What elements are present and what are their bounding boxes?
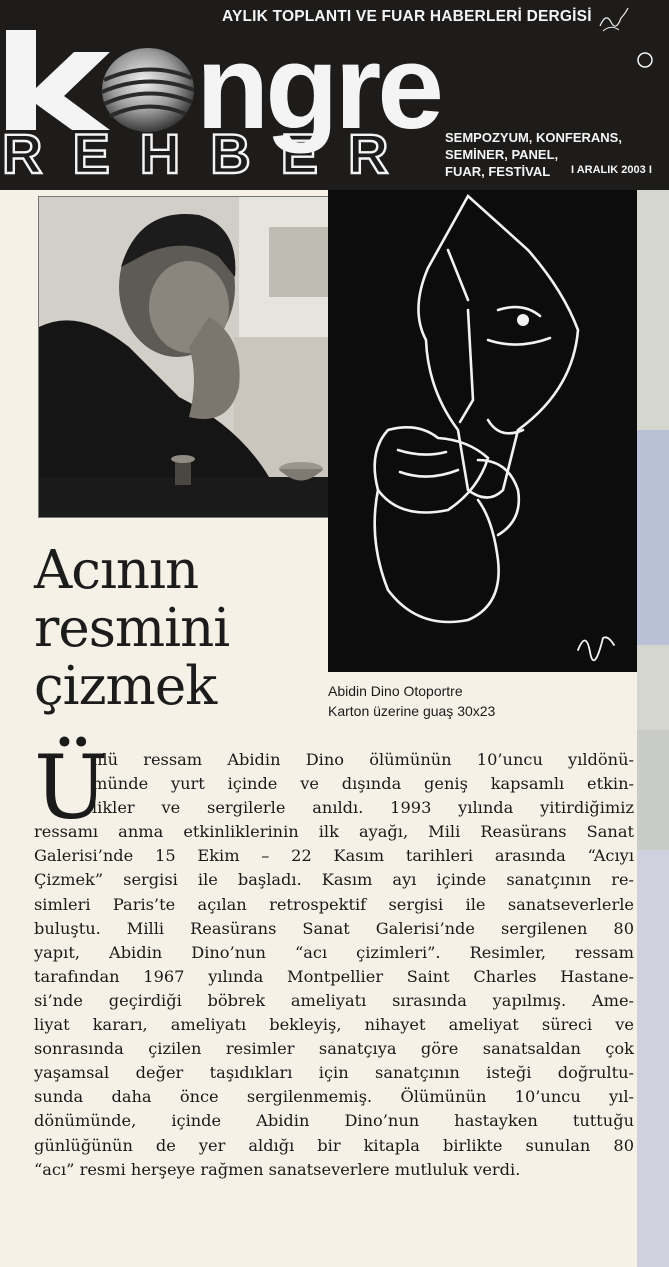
body-line: “acı” resmi herşeye rağmen sanatseverlere mutluluk verdi. [34,1159,521,1179]
self-portrait-drawing [328,190,637,672]
body-line: si’nde geçirdiği böbrek ameliyatı sırasında yapılmış. Ame- [34,990,634,1010]
body-line: liyat kararı, ameliyatı bekleyiş, nihayet ameliyat süreci ve [34,1015,634,1035]
body-line: Çizmek” sergisi ile başladı. Kasım ayı içinde sanatçının re- [34,870,634,890]
masthead-tagline: AYLIK TOPLANTI VE FUAR HABERLERİ DERGİSİ [222,8,592,25]
signature-icon [597,4,631,34]
rehber-wordmark [0,127,445,183]
body-line: münde yurt içinde ve dışında geniş kapsamlı etkin- [92,774,634,794]
body-line: sonrasında çizilen resimler sanatçıya göre sanatsaldan çok [34,1039,634,1059]
body-line: likler ve sergilerle anıldı. 1993 yılında yitirdiğimiz [92,798,634,818]
body-line: Galerisi’nde 15 Ekim – 22 Kasım tarihleri arasında “Acıyı [34,846,634,866]
drop-cap: Ü [34,736,109,839]
body-line: ressamı anma etkinliklerinin ilk ayağı, Mili Reasürans Sanat [34,822,634,842]
adjacent-page-band [637,730,669,850]
body-line: dönümünde, içinde Abidin Dino’nun hastayken tuttuğu [34,1111,634,1131]
headline-line: Acının [34,540,199,601]
headline-line: çizmek [34,656,217,717]
body-line: nlü ressam Abidin Dino ölümünün 10’uncu yıldönü- [92,750,634,769]
logo-wordmark: ngre [196,20,441,154]
body-line: yapıt, Abidin Dino’nun “acı çizimleri”. Resimler, ressam [34,942,634,962]
body-line: simleri Paris’te açılan retrospektif sergisi ile sanatseverlerle [34,894,634,914]
masthead-categories: SEMPOZYUM, KONFERANS, SEMİNER, PANEL, FUAR, FESTİVAL [445,130,622,179]
body-line: sunda daha önce sergilenmemiş. Ölümünün 10’uncu yıl- [34,1087,634,1107]
adjacent-page-band [637,430,669,645]
portrait-photo [38,196,348,518]
svg-text:REHBER: REHBER [2,127,419,183]
body-line: günlüğünün de yer aldığı bir kitapla birlikte sunulan 80 [34,1135,634,1155]
adjacent-page-band [637,850,669,1267]
image-caption: Abidin Dino Otoportre Karton üzerine guaş 30x23 [328,683,496,719]
masthead [0,0,669,190]
body-line: yaşamsal değer taşıdıkları için sanatçının isteği doğrultu- [34,1063,634,1083]
headline-line: resmini [34,598,230,659]
body-line: tarafından 1967 yılında Montpellier Saint Charles Hastane- [34,966,634,986]
article-headline [34,542,324,716]
body-line: buluştu. Milli Reasürans Sanat Galerisi’nde sergilenen 80 [34,918,634,938]
article-body [34,748,634,1182]
issue-date: I ARALIK 2003 I [571,164,652,176]
